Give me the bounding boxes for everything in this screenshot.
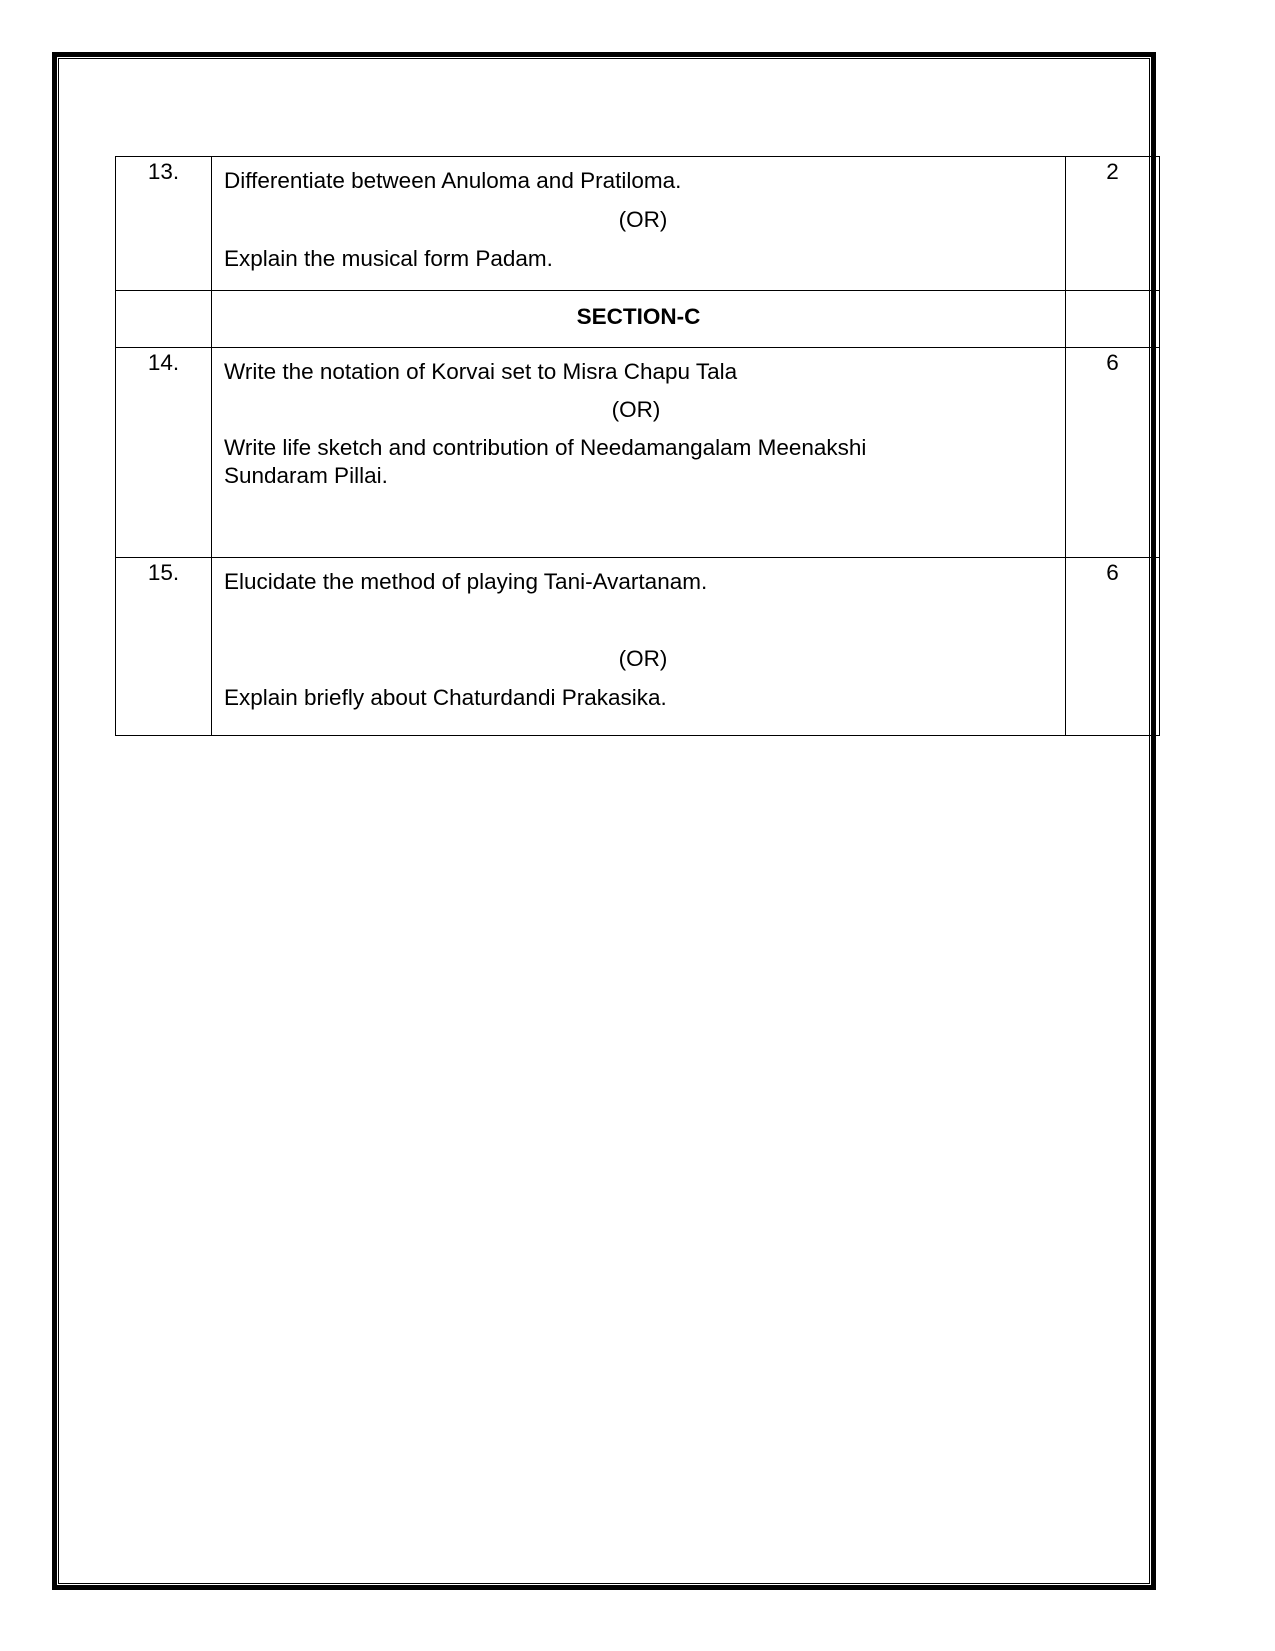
question-number: 13. <box>116 157 212 291</box>
question-option-b: Explain briefly about Chaturdandi Prakasika. <box>224 685 667 710</box>
question-table <box>115 156 1160 736</box>
or-separator: (OR) <box>611 397 661 422</box>
question-row-14 <box>116 348 1160 558</box>
question-option-b-continued: Sundaram Pillai. <box>224 463 388 488</box>
question-option-a: Differentiate between Anuloma and Pratiloma. <box>224 168 682 193</box>
question-marks: 6 <box>1066 558 1160 736</box>
question-text <box>212 558 1066 736</box>
question-option-b: Write life sketch and contribution of Needamangalam Meenakshi <box>224 435 867 460</box>
question-option-b: Explain the musical form Padam. <box>224 246 553 271</box>
question-row-15 <box>116 558 1160 736</box>
question-option-a: Write the notation of Korvai set to Misra Chapu Tala <box>224 359 738 384</box>
question-number: 15. <box>116 558 212 736</box>
question-marks: 2 <box>1066 157 1160 291</box>
question-text <box>212 157 1066 291</box>
section-header-row <box>116 291 1160 348</box>
section-title: SECTION-C <box>212 291 1066 348</box>
question-marks: 6 <box>1066 348 1160 558</box>
question-text <box>212 348 1066 558</box>
section-empty-cell <box>116 291 212 348</box>
section-empty-cell <box>1066 291 1160 348</box>
question-option-a: Elucidate the method of playing Tani-Avartanam. <box>224 569 708 594</box>
or-separator: (OR) <box>618 207 668 232</box>
question-row-13 <box>116 157 1160 291</box>
question-number: 14. <box>116 348 212 558</box>
or-separator: (OR) <box>618 646 668 671</box>
